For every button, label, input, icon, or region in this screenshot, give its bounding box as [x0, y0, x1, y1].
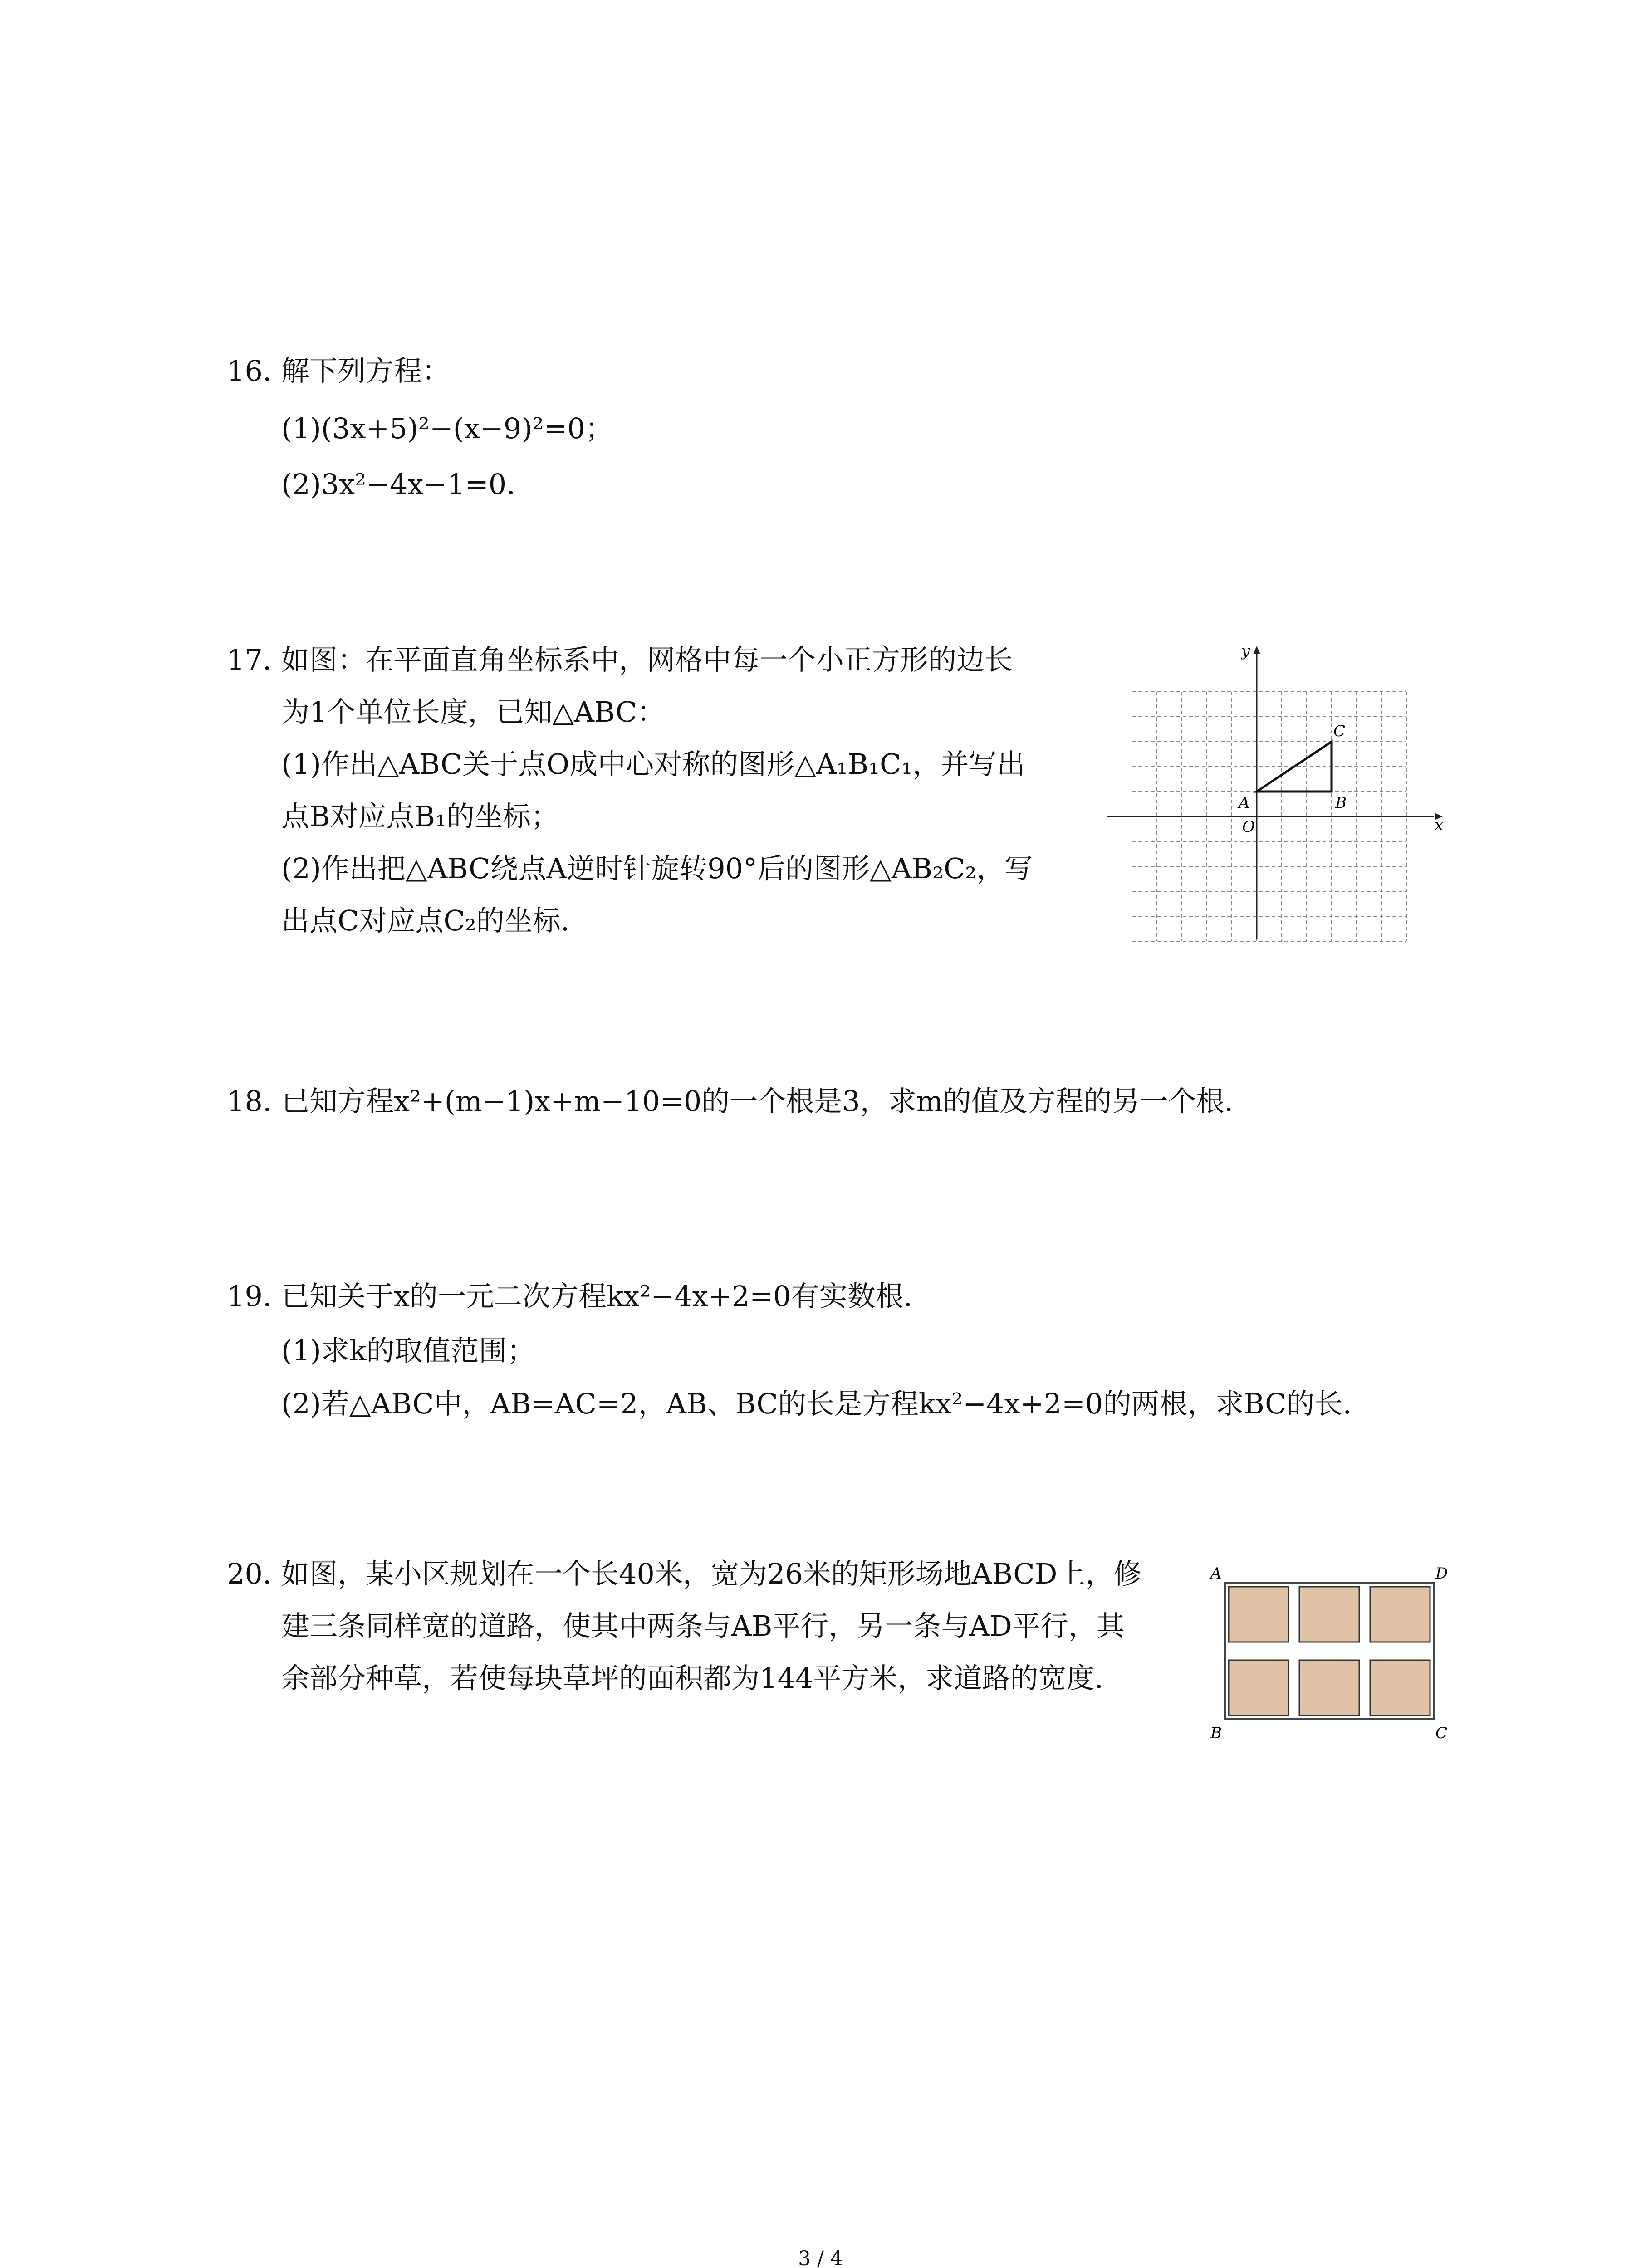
question-19-number: 19. [227, 1280, 272, 1313]
question-19-line-3: (2)若△ABC中，AB=AC=2，AB、BC的长是方程kx²−4x+2=0的两根，求BC的长. [281, 1387, 1352, 1420]
lawn-plot [1229, 1587, 1288, 1642]
question-17-line-3: (1)作出△ABC关于点O成中心对称的图形△A₁B₁C₁，并写出 [281, 748, 1025, 781]
question-16-stem: 解下列方程： [281, 354, 451, 387]
lawn-plot [1299, 1587, 1359, 1642]
lawn-plot [1370, 1660, 1430, 1716]
point-a-label: A [1239, 794, 1250, 812]
question-20-line-2: 建三条同样宽的道路，使其中两条与AB平行，另一条与AD平行，其 [281, 1609, 1125, 1642]
y-axis-label: y [1241, 642, 1250, 660]
coordinate-grid-figure [1107, 644, 1452, 943]
question-17-line-5: (2)作出把△ABC绕点A逆时针旋转90°后的图形△AB₂C₂，写 [281, 852, 1033, 885]
question-17-line-6: 出点C对应点C₂的坐标. [281, 904, 570, 937]
corner-c-label: C [1435, 1724, 1448, 1742]
question-18-text: 已知方程x²+(m−1)x+m−10=0的一个根是3，求m的值及方程的另一个根. [281, 1085, 1234, 1118]
question-20-number: 20. [227, 1557, 272, 1590]
question-20-line-1: 如图，某小区规划在一个长40米，宽为26米的矩形场地ABCD上，修 [281, 1557, 1142, 1590]
question-16-part-1: (1)(3x+5)²−(x−9)²=0； [281, 412, 613, 445]
x-axis-label: x [1435, 816, 1444, 834]
corner-a-label: A [1210, 1564, 1222, 1583]
lawn-plot [1370, 1587, 1430, 1642]
question-18-number: 18. [227, 1085, 272, 1118]
corner-d-label: D [1435, 1564, 1448, 1583]
y-axis-arrow-icon [1253, 646, 1260, 654]
question-19-line-1: 已知关于x的一元二次方程kx²−4x+2=0有实数根. [281, 1280, 913, 1313]
question-17-number: 17. [227, 643, 272, 676]
field-figure [1207, 1560, 1452, 1751]
question-17-line-4: 点B对应点B₁的坐标； [281, 800, 559, 833]
question-16-part-2: (2)3x²−4x−1=0. [281, 468, 515, 501]
question-17-line-1: 如图：在平面直角坐标系中，网格中每一个小正方形的边长 [281, 643, 1013, 676]
origin-label: O [1242, 818, 1255, 836]
corner-b-label: B [1210, 1724, 1222, 1742]
question-19-line-2: (1)求k的取值范围； [281, 1334, 535, 1367]
point-c-label: C [1333, 722, 1346, 740]
question-17-line-2: 为1个单位长度，已知△ABC： [281, 695, 666, 728]
lawn-plot [1299, 1660, 1359, 1716]
question-20-line-3: 余部分种草，若使每块草坪的面积都为144平方米，求道路的宽度. [281, 1662, 1104, 1695]
question-16-number: 16. [227, 354, 272, 387]
point-b-label: B [1335, 794, 1347, 812]
page-number: 3 / 4 [798, 2247, 843, 2268]
lawn-plot [1229, 1660, 1288, 1716]
